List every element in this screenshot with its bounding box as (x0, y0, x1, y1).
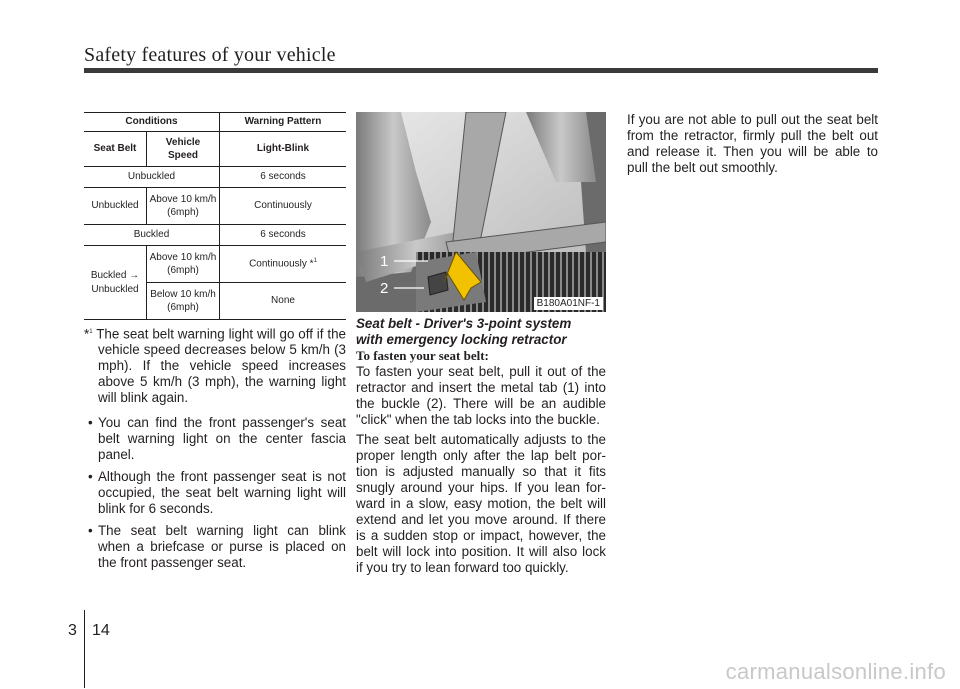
header-rule (84, 68, 878, 73)
list-item: • Although the front passenger seat is not occupied, the seat belt warning light will blink for 6 seconds. (88, 469, 346, 516)
row3-value: 6 seconds (220, 225, 347, 246)
warning-pattern-table (84, 112, 346, 320)
sub-vehicle-line1: Vehicle (165, 136, 201, 148)
section-subhead: To fasten your seat belt: (356, 348, 489, 363)
row1-condition: Unbuckled (84, 167, 220, 188)
row4a-speed-line1: Above 10 km/h (149, 251, 217, 263)
footnote-mark: * (84, 326, 90, 342)
row4-belt-line2: Unbuckled (91, 283, 139, 295)
row4a-sup: 1 (313, 258, 317, 265)
row2-value: Continuously (220, 188, 347, 225)
footnote-text: The seat belt warning light will go off if the vehicle speed decreases below 5 km/h (3 mph). If the vehicle speed increases above 5 km/h (3 mph), the warning light will blink again. (96, 326, 346, 406)
col-conditions: Conditions (84, 113, 220, 132)
page-header-title: Safety features of your vehicle (84, 44, 336, 66)
bullet-text: The seat belt warning light can blink when a briefcase or purse is placed on the front passenger seat. (98, 523, 346, 570)
list-item: • You can find the front passenger's seat belt warning light on the center fascia panel. (88, 415, 346, 462)
figure-code: B180A01NF-1 (534, 297, 603, 310)
seat-belt-drawing (356, 112, 606, 312)
row4a-value-text: Continuously * (249, 258, 314, 270)
bullet-text: Although the front passenger seat is not occupied, the seat belt warning light will blink for 6 seconds. (98, 469, 346, 516)
callout-2: 2 (380, 280, 389, 297)
col-warning-pattern: Warning Pattern (220, 113, 347, 132)
footnote (84, 324, 346, 406)
watermark: carmanualsonline.info (725, 659, 946, 684)
row3-condition: Buckled (84, 225, 220, 246)
bullet-list (84, 415, 346, 577)
callout-1: 1 (380, 253, 389, 270)
chapter-number: 3 (68, 622, 77, 639)
row2-belt: Unbuckled (84, 188, 147, 225)
middle-column-text (356, 364, 606, 580)
row4b-speed-line1: Below 10 km/h (150, 288, 216, 300)
row4b-speed-line2: (6mph) (167, 302, 199, 313)
caption-line2: with emergency locking retractor (356, 332, 567, 347)
row4a-value (220, 246, 347, 283)
row4a-speed (147, 246, 220, 283)
row4b-speed (147, 283, 220, 320)
row2-speed (147, 188, 220, 225)
row2-speed-line2: (6mph) (167, 207, 199, 218)
list-item: • The seat belt warning light can blink when a briefcase or purse is placed on the front passenger seat. (88, 523, 346, 570)
right-column-text (627, 112, 878, 176)
page-number: 14 (92, 622, 110, 639)
footer-divider (84, 610, 85, 688)
row4-belt (84, 246, 147, 320)
sub-seat-belt: Seat Belt (84, 132, 147, 167)
caption-line1: Seat belt - Driver's 3-point system (356, 316, 572, 331)
row1-value: 6 seconds (220, 167, 347, 188)
paragraph: To fasten your seat belt, pull it out of the retractor and insert the metal tab (1) into the buckle (2). There will be an audible "click" when the tab locks into the buckle. (356, 364, 606, 427)
row4b-value: None (220, 283, 347, 320)
seat-belt-illustration (356, 112, 606, 312)
figure-caption (356, 316, 616, 348)
paragraph: If you are not able to pull out the seat belt from the retractor, firmly pull the belt out and release it. Then you will be able to pull the belt out smoothly. (627, 112, 878, 175)
sub-vehicle-line2: Speed (167, 150, 198, 161)
row4-belt-line1: Buckled → (90, 270, 140, 281)
row2-speed-line1: Above 10 km/h (149, 193, 217, 205)
sub-vehicle-speed (147, 132, 220, 167)
sub-light-blink: Light-Blink (220, 132, 347, 167)
bullet-text: You can find the front passenger's seat belt warning light on the center fascia panel. (98, 415, 346, 462)
paragraph: The seat belt automatically adjusts to the proper length only after the lap belt por-tion is adjusted manually so that it fits snugly around your hips. If you lean for-ward in a slow, easy motion, the belt will extend and let you move around. If there is a sudden stop or impact, however, the belt will lock into position. It will also lock if you try to lean forward too quickly. (356, 432, 606, 575)
footnote-sup: 1 (89, 329, 93, 335)
row4a-speed-line2: (6mph) (167, 265, 199, 276)
